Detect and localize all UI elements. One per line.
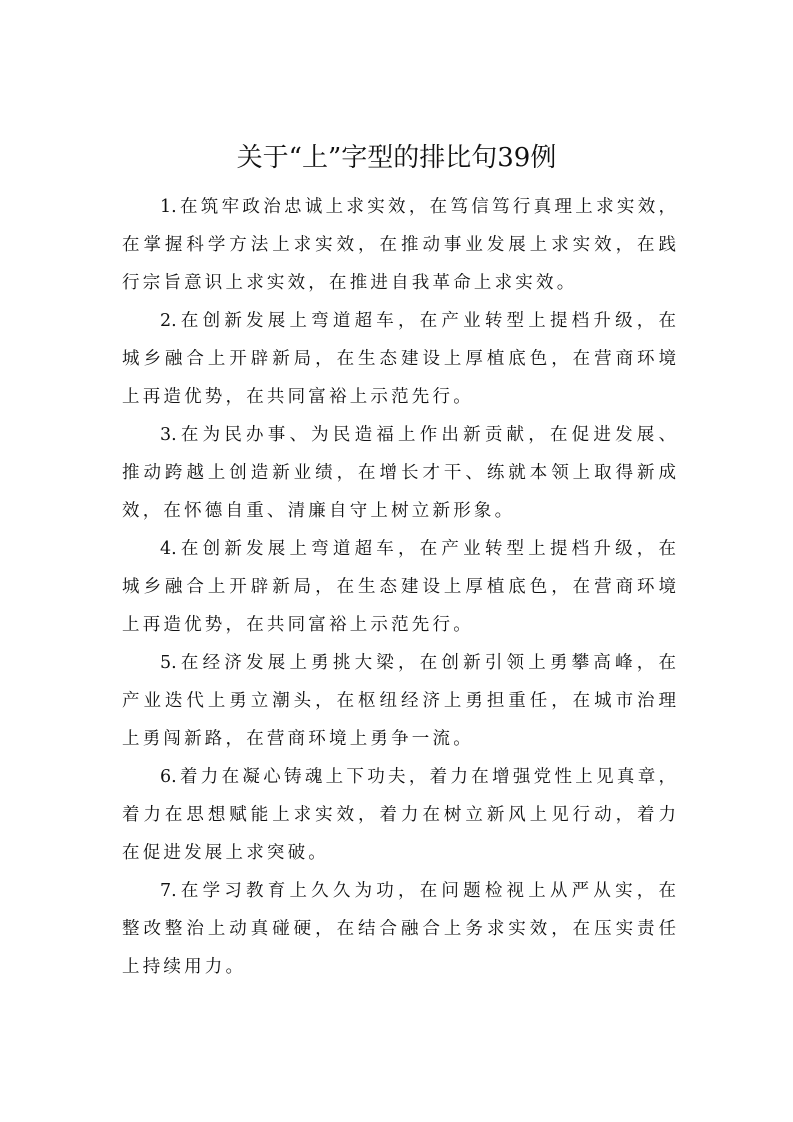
paragraph-line: 1.在筑牢政治忠诚上求实效，在笃信笃行真理上求实效， [160,197,676,217]
paragraph-6 [122,758,676,872]
paragraph-line: 效，在怀德自重、清廉自守上树立新形象。 [122,501,516,521]
paragraph-1 [122,188,676,302]
paragraph-line: 2.在创新发展上弯道超车，在产业转型上提档升级，在 [160,311,676,331]
paragraph-line: 上勇闯新路，在营商环境上勇争一流。 [122,729,474,749]
paragraph-line: 整改整治上动真碰硬，在结合融合上务求实效，在压实责任 [122,919,676,939]
paragraph-line: 城乡融合上开辟新局，在生态建设上厚植底色，在营商环境 [122,349,676,369]
paragraph-line: 行宗旨意识上求实效，在推进自我革命上求实效。 [122,273,578,293]
paragraph-line: 4.在创新发展上弯道超车，在产业转型上提档升级，在 [160,539,676,559]
paragraph-line: 上再造优势，在共同富裕上示范先行。 [122,615,474,635]
paragraph-line: 推动跨越上创造新业绩，在增长才干、练就本领上取得新成 [122,463,676,483]
paragraph-line: 6.着力在凝心铸魂上下功夫，着力在增强党性上见真章， [160,767,676,787]
paragraph-line: 3.在为民办事、为民造福上作出新贡献，在促进发展、 [160,425,676,445]
paragraph-line: 在促进发展上求突破。 [122,843,329,863]
paragraph-4 [122,530,676,644]
paragraph-5 [122,644,676,758]
paragraph-line: 5.在经济发展上勇挑大梁，在创新引领上勇攀高峰，在 [160,653,676,673]
paragraph-line: 7.在学习教育上久久为功，在问题检视上从严从实，在 [160,881,676,901]
paragraph-line: 在掌握科学方法上求实效，在推动事业发展上求实效，在践 [122,235,676,255]
paragraph-line: 着力在思想赋能上求实效，着力在树立新风上见行动，着力 [122,805,676,825]
paragraph-line: 产业迭代上勇立潮头，在枢纽经济上勇担重任，在城市治理 [122,691,676,711]
paragraph-2 [122,302,676,416]
paragraph-7 [122,872,676,986]
document-title: 关于“上”字型的排比句39例 [236,143,557,173]
paragraph-line: 上再造优势，在共同富裕上示范先行。 [122,387,474,407]
paragraph-line: 上持续用力。 [122,957,247,977]
document-body [122,188,676,986]
paragraph-line: 城乡融合上开辟新局，在生态建设上厚植底色，在营商环境 [122,577,676,597]
paragraph-3 [122,416,676,530]
